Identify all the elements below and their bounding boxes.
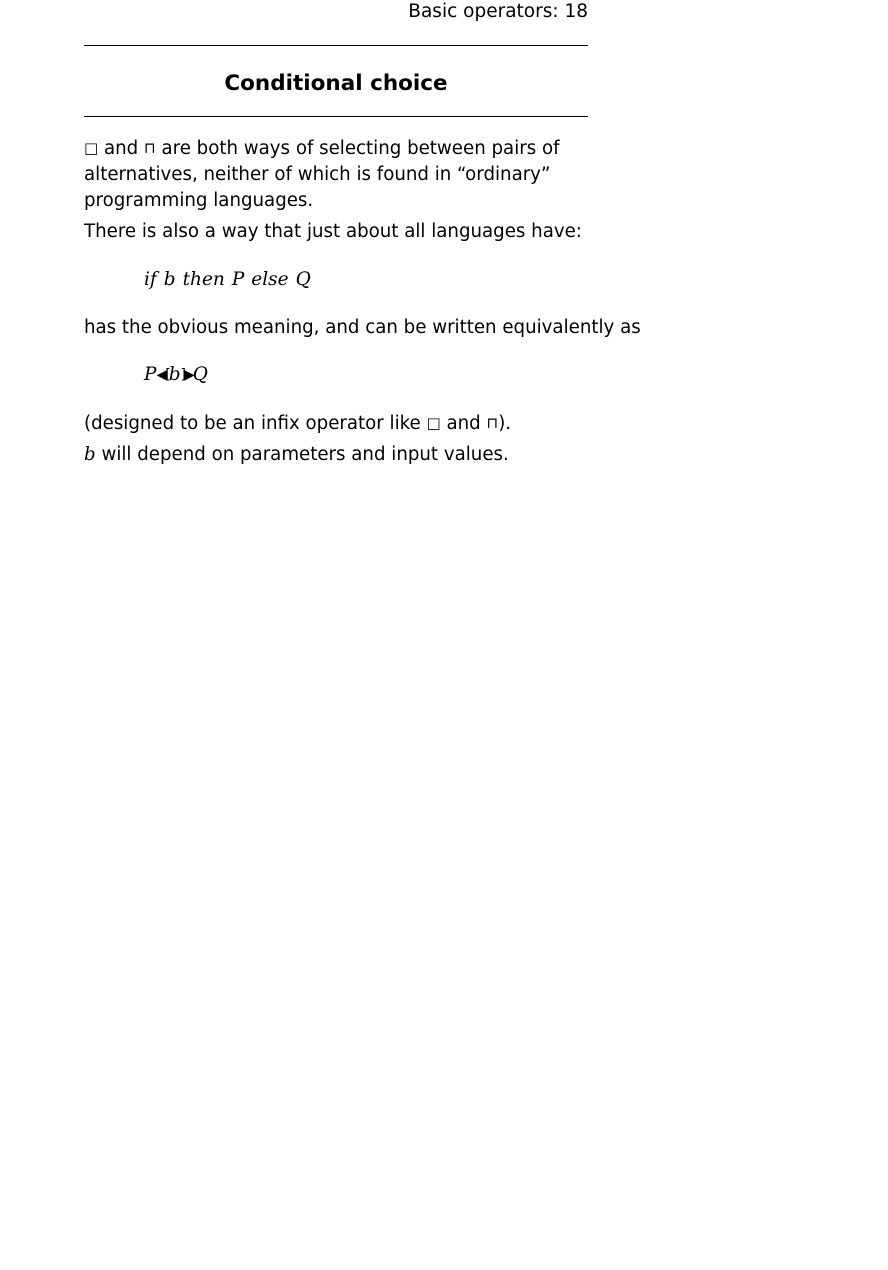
title-rule-top [84,45,588,46]
text-fragment: are both ways of selecting between pairs of [155,138,560,159]
keyword-else: else [251,269,289,290]
keyword-then: then [182,269,225,290]
text-fragment: and [98,138,144,159]
variable-p: P [231,269,245,290]
conditional-open-symbol: ◀[ [156,367,169,383]
conditional-infix-expression [144,362,208,388]
internal-choice-symbol: ⊓ [143,139,156,157]
page-title: Conditional choice [224,71,448,96]
paragraph-line: programming languages. [84,190,314,211]
external-choice-symbol: □ [84,139,99,157]
internal-choice-symbol: ⊓ [486,414,499,432]
paragraph-infix-note [84,410,588,437]
variable-b: b [163,269,176,290]
title-rule-bottom [84,116,588,117]
text-fragment: (designed to be an infix operator like [84,413,427,434]
variable-q: Q [192,364,208,385]
conditional-close-symbol: ]▶ [180,367,193,383]
if-then-else-expression [144,267,311,293]
text-fragment: will depend on parameters and input values. [95,444,509,465]
external-choice-symbol: □ [426,414,441,432]
text-fragment: ). [498,413,512,434]
variable-b: b [168,364,181,385]
variable-q: Q [295,269,311,290]
keyword-if: if [144,269,157,290]
paragraph-line: alternatives, neither of which is found in “ordinary” [84,164,551,185]
paragraph-line [84,135,588,162]
paragraph-b-depends [84,442,588,468]
paragraph-obvious-meaning: has the obvious meaning, and can be written equivalently as [84,317,641,338]
variable-p: P [144,364,157,385]
text-fragment: and [440,413,487,434]
variable-b: b [84,444,96,465]
paragraph-all-languages: There is also a way that just about all languages have: [84,221,582,242]
paragraph-choice-operators [84,135,588,214]
running-head: Basic operators: 18 [408,1,588,22]
